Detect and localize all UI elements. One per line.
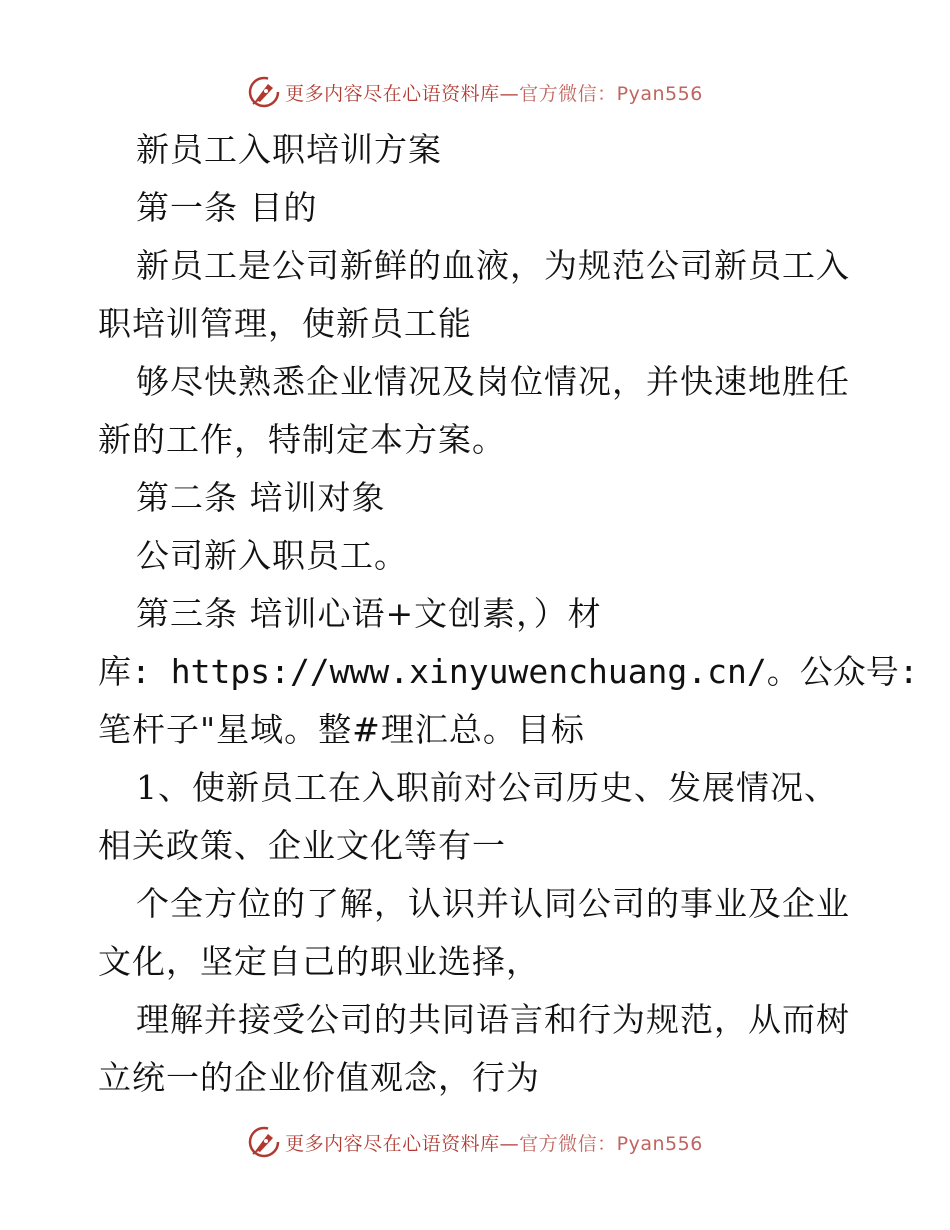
- text-line: 库: https://www.xinyuwenchuang.cn/。公众号:: [98, 652, 919, 691]
- text-line: 相关政策、企业文化等有一: [98, 826, 506, 865]
- text-line: 职培训管理，使新员工能: [98, 304, 472, 343]
- footer-watermark-text: [285, 1129, 703, 1156]
- text-line: 个全方位的了解，认识并认同公司的事业及企业: [136, 884, 850, 923]
- pen-nib-logo-icon: [247, 75, 281, 109]
- text-line: 第一条 目的: [136, 188, 318, 227]
- text-line: 第三条 培训心语+文创素，）材: [136, 594, 602, 633]
- header-main-text: 更多内容尽在心语资料库: [285, 82, 500, 105]
- footer-watermark-banner: [0, 1122, 950, 1162]
- text-line: 新的工作，特制定本方案。: [98, 420, 506, 459]
- text-line: 立统一的企业价值观念，行为: [98, 1058, 540, 1097]
- document-body: [98, 121, 919, 1107]
- text-line: 新员工是公司新鲜的血液，为规范公司新员工入: [136, 246, 850, 285]
- header-wechat-text: 官方微信：Pyan556: [519, 82, 703, 105]
- footer-main-text: 更多内容尽在心语资料库: [285, 1132, 500, 1155]
- text-line: 第二条 培训对象: [136, 478, 386, 517]
- footer-separator: —: [499, 1132, 520, 1155]
- text-line: 笔杆子"星域。整#理汇总。目标: [98, 710, 585, 749]
- text-line: 理解并接受公司的共同语言和行为规范，从而树: [136, 1000, 850, 1039]
- text-line: 公司新入职员工。: [136, 536, 408, 575]
- footer-wechat-text: 官方微信：Pyan556: [519, 1132, 703, 1155]
- header-separator: —: [499, 82, 520, 105]
- text-line: 新员工入职培训方案: [136, 130, 442, 169]
- header-watermark-banner: [0, 72, 950, 112]
- text-line: 文化，坚定自己的职业选择，: [98, 942, 540, 981]
- text-line: 1、使新员工在入职前对公司历史、发展情况、: [136, 768, 838, 807]
- text-line: 够尽快熟悉企业情况及岗位情况，并快速地胜任: [136, 362, 850, 401]
- header-watermark-text: [285, 79, 703, 106]
- pen-nib-logo-icon: [247, 1125, 281, 1159]
